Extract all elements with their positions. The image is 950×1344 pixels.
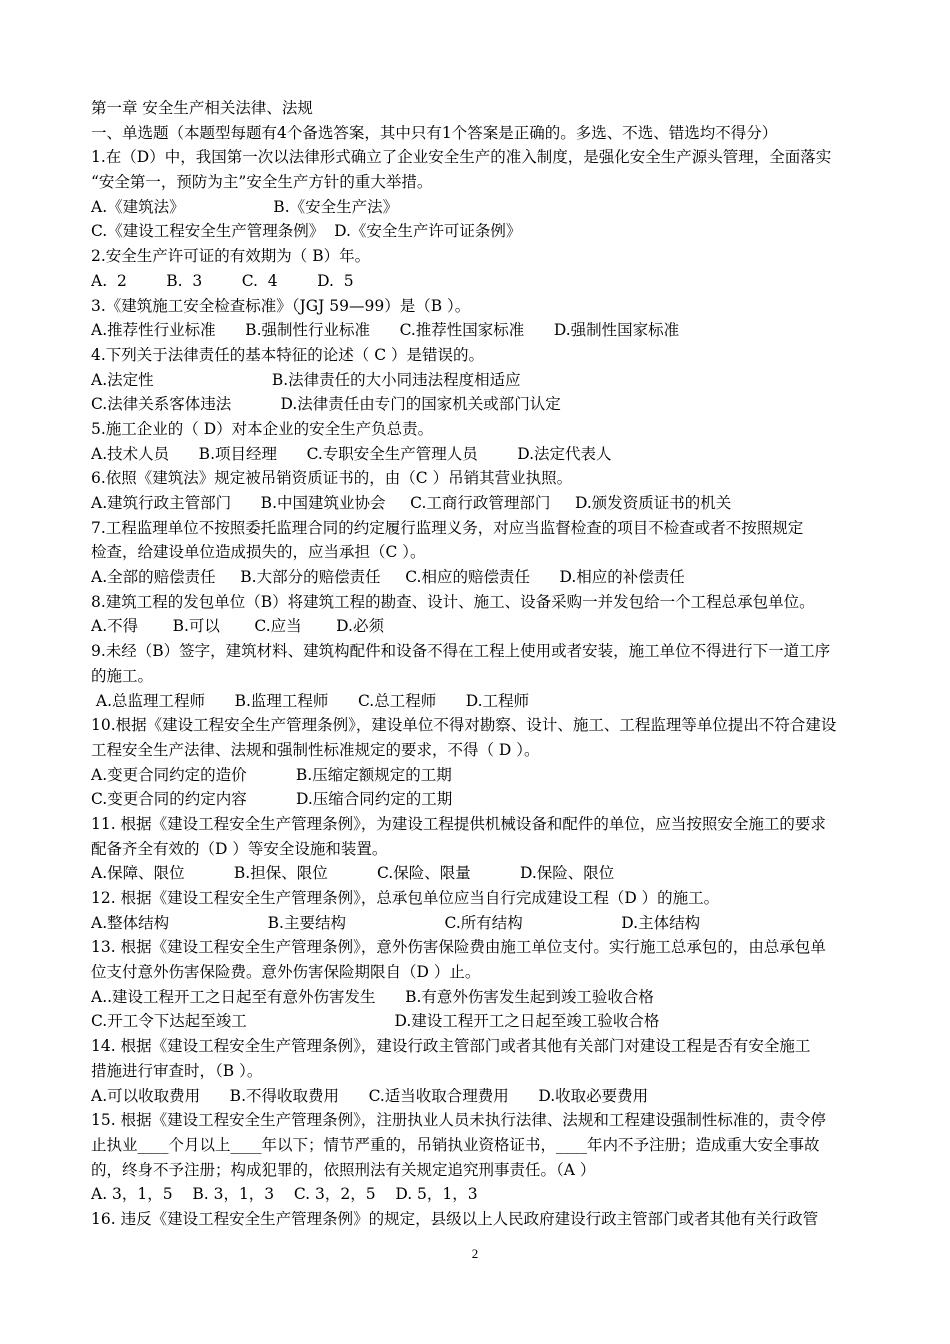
text-line: 6.依照《建筑法》规定被吊销资质证书的，由（C ）吊销其营业执照。 xyxy=(91,469,573,488)
text-line: A.建筑行政主管部门 B.中国建筑业协会 C.工商行政管理部门 D.颁发资质证书的机关 xyxy=(91,494,732,512)
text-line: A.法定性 B.法律责任的大小同违法程度相适应 xyxy=(91,370,521,389)
text-line: 的，终身不予注册；构成犯罪的，依照刑法有关规定追究刑事责任。（A ） xyxy=(91,1160,596,1179)
text-line: 一、单选题（本题型每题有4个备选答案，其中只有1个答案是正确的。多选、不选、错选均不得分） xyxy=(91,123,778,142)
text-line: A.可以收取费用 B.不得收取费用 C.适当收取合理费用 D.收取必要费用 xyxy=(91,1086,649,1105)
text-line: 11. 根据《建设工程安全生产管理条例》，为建设工程提供机械设备和配件的单位，应当按照安全施工的要求 xyxy=(91,814,826,833)
text-line: 7.工程监理单位不按照委托监理合同的约定履行监理义务，对应当监督检查的项目不检查或者不按照规定 xyxy=(91,518,804,537)
text-line: 15. 根据《建设工程安全生产管理条例》，注册执业人员未执行法律、法规和工程建设强制性标准的，责令停 xyxy=(91,1111,826,1130)
text-line: 工程安全生产法律、法规和强制性标准规定的要求，不得（ D ）。 xyxy=(91,740,540,759)
text-line: C.《建设工程安全生产管理条例》 D.《安全生产许可证条例》 xyxy=(91,222,522,241)
text-line: A.不得 B.可以 C.应当 D.必须 xyxy=(91,617,384,636)
document-body xyxy=(91,96,869,1232)
text-line: A.推荐性行业标准 B.强制性行业标准 C.推荐性国家标准 D.强制性国家标准 xyxy=(91,321,680,340)
text-line: A. 3，1，5 B. 3，1，3 C. 3，2，5 D. 5，1，3 xyxy=(91,1185,478,1204)
text-line: 13. 根据《建设工程安全生产管理条例》，意外伤害保险费由施工单位支付。实行施工总承包的，由总承包单 xyxy=(91,938,826,957)
text-line: 止执业____个月以上____年以下；情节严重的，吊销执业资格证书，____年内不予注册；造成重大安全事故 xyxy=(91,1135,820,1154)
text-line: A. 2 B. 3 C. 4 D. 5 xyxy=(91,271,354,290)
text-line: 3.《建筑施工安全检查标准》（JGJ 59—99）是（B ）。 xyxy=(91,296,471,315)
text-line: 16. 违反《建设工程安全生产管理条例》的规定，县级以上人民政府建设行政主管部门或者其他有关行政管 xyxy=(91,1209,819,1228)
text-line: 8.建筑工程的发包单位（B）将建筑工程的勘查、设计、施工、设备采购一并发包给一个工程总承包单位。 xyxy=(91,592,815,611)
page-number: 2 xyxy=(471,1246,479,1261)
text-line: A.技术人员 B.项目经理 C.专职安全生产管理人员 D.法定代表人 xyxy=(91,444,612,463)
text-line: 配备齐全有效的（D ）等安全设施和装置。 xyxy=(91,839,388,858)
text-line: A.整体结构 B.主要结构 C.所有结构 D.主体结构 xyxy=(91,913,701,932)
text-line: 检查，给建设单位造成损失的，应当承担（C ）。 xyxy=(91,543,426,562)
text-line: 9.未经（B）签字，建筑材料、建筑构配件和设备不得在工程上使用或者安装，施工单位不得进行下一道工序 xyxy=(91,642,831,661)
text-line: C.变更合同的约定内容 D.压缩合同约定的工期 xyxy=(91,790,453,809)
text-line: C.开工令下达起至竣工 D.建设工程开工之日起至竣工验收合格 xyxy=(91,1012,660,1031)
text-line: 10.根据《建设工程安全生产管理条例》，建设单位不得对勘察、设计、施工、工程监理等单位提出不符合建设 xyxy=(91,716,837,735)
text-line: “安全第一，预防为主”安全生产方针的重大举措。 xyxy=(91,173,433,192)
text-line: 5.施工企业的（ D）对本企业的安全生产负总责。 xyxy=(91,419,434,438)
text-line: A.全部的赔偿责任 B.大部分的赔偿责任 C.相应的赔偿责任 D.相应的补偿责任 xyxy=(91,568,685,587)
text-line: 措施进行审查时，（B ）。 xyxy=(91,1061,263,1080)
text-line: 12. 根据《建设工程安全生产管理条例》，总承包单位应当自行完成建设工程（D ）的施工。 xyxy=(91,889,720,907)
text-line: 第一章 安全生产相关法律、法规 xyxy=(91,99,313,117)
text-line: A.总监理工程师 B.监理工程师 C.总工程师 D.工程师 xyxy=(91,691,530,710)
text-line: 1.在（D）中，我国第一次以法律形式确立了企业安全生产的准入制度，是强化安全生产源头管理，全面落实 xyxy=(91,148,832,167)
text-line: 4.下列关于法律责任的基本特征的论述（ C ）是错误的。 xyxy=(91,345,485,364)
text-line: A..建设工程开工之日起至有意外伤害发生 B.有意外伤害发生起到竣工验收合格 xyxy=(91,987,654,1006)
text-line: C.法律关系客体违法 D.法律责任由专门的国家机关或部门认定 xyxy=(91,395,561,414)
text-line: 位支付意外伤害保险费。意外伤害保险期限自（D ）止。 xyxy=(91,963,481,982)
text-line: A.保障、限位 B.担保、限位 C.保险、限量 D.保险、限位 xyxy=(91,864,615,883)
text-line: 2.安全生产许可证的有效期为（ B）年。 xyxy=(91,247,371,266)
text-line: 14. 根据《建设工程安全生产管理条例》，建设行政主管部门或者其他有关部门对建设工程是否有安全施工 xyxy=(91,1037,811,1056)
text-line: 的施工。 xyxy=(91,666,154,685)
text-line: A.变更合同约定的造价 B.压缩定额规定的工期 xyxy=(91,765,452,784)
text-line: A.《建筑法》 B.《安全生产法》 xyxy=(91,197,399,216)
